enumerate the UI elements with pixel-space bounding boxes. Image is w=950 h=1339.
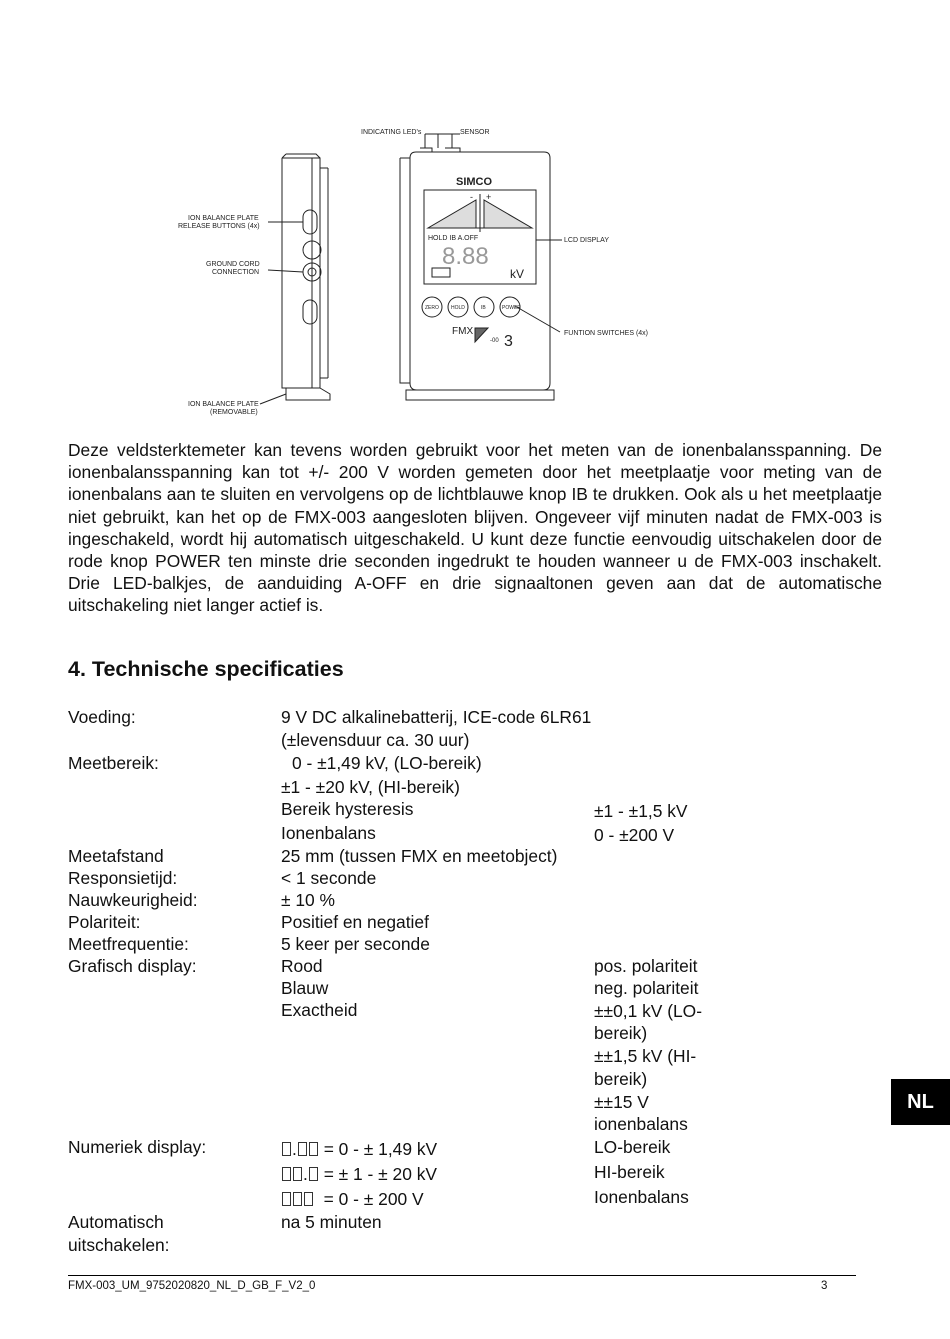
spec-value-polariteit: Positief en negatief: [281, 912, 429, 932]
spec-value-ionenbalans: 0 - ±200 V: [594, 825, 675, 845]
numeric-desc-1: LO-bereik: [594, 1137, 671, 1157]
bar-minus: -: [470, 192, 473, 202]
model-number: -00: [490, 338, 499, 344]
spec-exact-3a: ±±15 V: [594, 1092, 649, 1112]
spec-value-rood: Rood: [281, 956, 323, 976]
spec-label-nauwkeurigheid: Nauwkeurigheid:: [68, 890, 198, 910]
hold-button-label: HOLD: [451, 305, 465, 311]
spec-value-nauwkeurigheid: ± 10 %: [281, 890, 336, 910]
ib-button-label: IB: [481, 305, 486, 311]
spec-label-meetafstand: Meetafstand: [68, 846, 164, 866]
numeric-desc-2: HI-bereik: [594, 1162, 665, 1182]
release-buttons-label-1: ION BALANCE PLATE: [188, 215, 259, 222]
bar-plus: +: [486, 192, 492, 202]
release-button-lower: [303, 300, 317, 324]
lcd-unit: kV: [510, 267, 525, 281]
spec-value-meetfrequentie: 5 keer per seconde: [281, 934, 430, 954]
digit-box-icon: [309, 1142, 318, 1156]
digit-box-icon: [309, 1167, 318, 1181]
spec-value-meetbereik-1: 0 - ±1,49 kV, (LO-bereik): [292, 753, 482, 773]
indicating-leds-label: INDICATING LED's: [361, 129, 422, 136]
spec-value-hysteresis: ±1 - ±1,5 kV: [594, 801, 688, 821]
spec-label-polariteit: Polariteit:: [68, 912, 141, 932]
footer-doc-id: FMX-003_UM_9752020820_NL_D_GB_F_V2_0: [68, 1280, 316, 1292]
spec-value-meetafstand: 25 mm (tussen FMX en meetobject): [281, 846, 558, 866]
spec-value-responsietijd: < 1 seconde: [281, 868, 377, 888]
ground-cord-label-1: GROUND CORD: [206, 261, 260, 268]
sensor-label: SENSOR: [460, 129, 490, 136]
numeric-row-1: . = 0 - ± 1,49 kV: [281, 1138, 437, 1160]
digit-box-icon: [298, 1142, 307, 1156]
function-switches-label: FUNTION SWITCHES (4x): [564, 330, 648, 337]
side-view-body: [282, 158, 320, 388]
model-fmx: FMX: [452, 326, 474, 337]
numeric-range-1: = 0 - ± 1,49 kV: [323, 1139, 438, 1159]
digit-box-icon: [282, 1142, 291, 1156]
footer-rule: [68, 1275, 856, 1276]
spec-label-grafisch: Grafisch display:: [68, 956, 197, 976]
lcd-display-label: LCD DISPLAY: [564, 237, 609, 244]
page-number: 3: [821, 1280, 828, 1292]
removable-plate-label-2: (REMOVABLE): [210, 409, 258, 416]
spec-exact-2a: ±±1,5 kV (HI-: [594, 1046, 697, 1066]
numeric-range-2: = ± 1 - ± 20 kV: [323, 1164, 438, 1184]
device-diagram: [170, 118, 670, 428]
spec-label-auto-2: uitschakelen:: [68, 1235, 170, 1255]
release-button-upper: [303, 210, 317, 234]
spec-exact-1b: bereik): [594, 1023, 648, 1043]
spec-label-ionenbalans: Ionenbalans: [281, 823, 376, 843]
spec-label-hysteresis: Bereik hysteresis: [281, 799, 414, 819]
spec-value-auto: na 5 minuten: [281, 1212, 382, 1232]
spec-label-numeriek: Numeriek display:: [68, 1137, 207, 1157]
power-button-label: POWER: [502, 305, 521, 311]
spec-value-blauw: Blauw: [281, 978, 329, 998]
section-heading: 4. Technische specificaties: [68, 657, 344, 681]
spec-desc-rood: pos. polariteit: [594, 956, 698, 976]
brand-logo: SIMCO: [456, 176, 493, 188]
numeric-range-3: = 0 - ± 200 V: [323, 1189, 424, 1209]
zero-button-label: ZERO: [425, 305, 439, 311]
model-three: 3: [504, 333, 513, 350]
digit-box-icon: [282, 1192, 291, 1206]
lcd-digits: 8.88: [442, 243, 489, 270]
spec-label-responsietijd: Responsietijd:: [68, 868, 178, 888]
intro-paragraph: Deze veldsterktemeter kan tevens worden gebruikt voor het meten van de ionenbalansspanning. De ionenbalansspanning kan tot +/- 200 V worden gemeten door het meetplaatje voor meting van de ionenbalans aan te sluiten en vervolgens op de lichtblauwe knop IB te drukken. Ook als u het meetplaatje niet gebruikt, kan het op de FMX-003 aangesloten blijven. Ongeveer vijf minuten nadat de FMX-003 is ingeschakeld, wordt hij automatisch uitgeschakeld. U kunt deze functie eenvoudig uitschakelen door de rode knop POWER ten minste drie seconden ingedrukt te houden wanneer u de FMX-003 inschakelt. Drie LED-balkjes, de aanduiding A-OFF en drie signaaltonen geven aan dat de automatische uitschakeling niet langer actief is.: [68, 440, 882, 616]
numeric-desc-3: Ionenbalans: [594, 1187, 689, 1207]
spec-value-voeding-2: (±levensduur ca. 30 uur): [281, 730, 470, 750]
release-buttons-label-2: RELEASE BUTTONS (4x): [178, 223, 260, 230]
numeric-row-2: . = ± 1 - ± 20 kV: [281, 1163, 437, 1185]
spec-label-meetbereik: Meetbereik:: [68, 753, 159, 773]
spec-exact-1a: ±±0,1 kV (LO-: [594, 1001, 703, 1021]
spec-label-meetfrequentie: Meetfrequentie:: [68, 934, 189, 954]
spec-exact-2b: bereik): [594, 1069, 648, 1089]
removable-plate-label-1: ION BALANCE PLATE: [188, 401, 259, 408]
digit-box-icon: [282, 1167, 291, 1181]
digit-box-icon: [304, 1192, 313, 1206]
ground-cord-label-2: CONNECTION: [212, 269, 260, 276]
spec-value-meetbereik-2: ±1 - ±20 kV, (HI-bereik): [281, 777, 460, 797]
digit-box-icon: [293, 1167, 302, 1181]
spec-value-voeding-1: 9 V DC alkalinebatterij, ICE-code 6LR61: [281, 707, 592, 727]
spec-label-voeding: Voeding:: [68, 707, 136, 727]
language-tab: NL: [891, 1079, 950, 1125]
spec-label-auto-1: Automatisch: [68, 1212, 164, 1232]
digit-box-icon: [293, 1192, 302, 1206]
spec-desc-blauw: neg. polariteit: [594, 978, 699, 998]
spec-value-exactheid: Exactheid: [281, 1000, 358, 1020]
lcd-status: HOLD IB A.OFF: [428, 235, 479, 242]
numeric-row-3: [281, 1188, 424, 1210]
spec-exact-3b: ionenbalans: [594, 1114, 688, 1134]
